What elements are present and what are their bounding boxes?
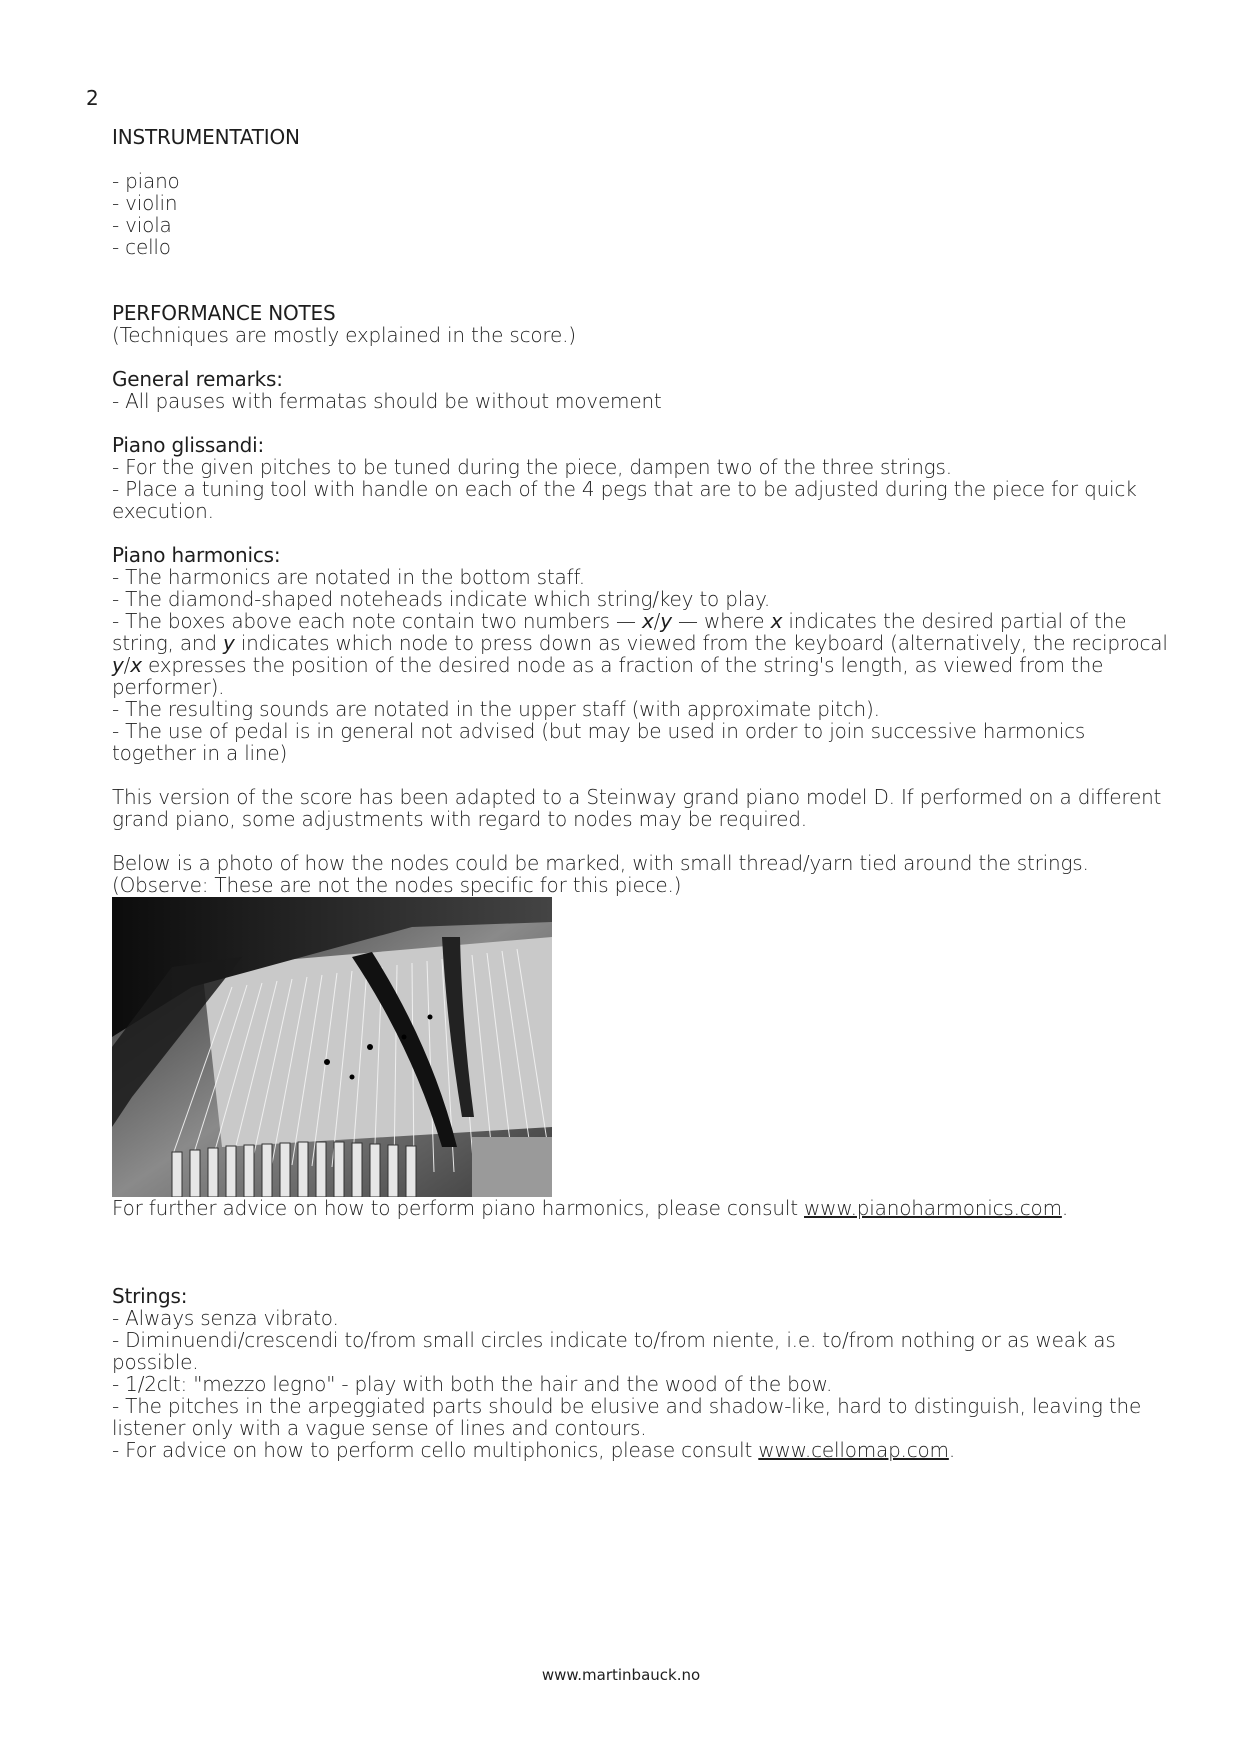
glissandi-item: - For the given pitches to be tuned during the piece, dampen two of the three strings. (112, 455, 952, 479)
instrumentation-heading: INSTRUMENTATION (112, 125, 300, 149)
harmonics-item: - The resulting sounds are notated in the upper staff (with approximate pitch). (112, 697, 880, 721)
general-remarks-item: - All pauses with fermatas should be without movement (112, 389, 662, 413)
cellomap-link[interactable]: www.cellomap.com (758, 1438, 949, 1462)
strings-heading: Strings: (112, 1284, 188, 1308)
harmonics-item: - The diamond-shaped noteheads indicate which string/key to play. (112, 587, 771, 611)
harmonics-item: - The use of pedal is in general not advised (but may be used in order to join successive harmonics together in a line) (112, 719, 1086, 765)
version-note: This version of the score has been adapted to a Steinway grand piano model D. If performed on a different grand piano, some adjustments with regard to nodes may be required. (112, 785, 1162, 831)
performance-notes-heading: PERFORMANCE NOTES (112, 301, 336, 325)
instrument-item: - cello (112, 235, 171, 259)
glissandi-item: - Place a tuning tool with handle on each of the 4 pegs that are to be adjusted during the piece for quick execution. (112, 477, 1137, 523)
performance-notes-subheading: (Techniques are mostly explained in the score.) (112, 323, 576, 347)
footer-website: www.martinbauck.no (541, 1666, 701, 1684)
instrumentation-list (112, 170, 1172, 258)
piano-glissandi-heading: Piano glissandi: (112, 433, 265, 457)
strings-item: - Always senza vibrato. (112, 1306, 339, 1330)
document-body (112, 126, 1172, 1461)
photo-intro: Below is a photo of how the nodes could be marked, with small thread/yarn tied around the strings. (112, 851, 1089, 875)
cello-advice: - For advice on how to perform cello multiphonics, please consult www.cellomap.com. (112, 1438, 956, 1462)
strings-item: - The pitches in the arpeggiated parts should be elusive and shadow-like, hard to distinguish, leaving the listener only with a vague sense of lines and contours. (112, 1394, 1142, 1440)
harmonics-item-fraction: - The boxes above each note contain two numbers — x/y — where x indicates the desired partial of the string, and y indicates which node to press down as viewed from the keyboard (alternatively, the reciprocal y/x expresses the position of the desired node as a fraction of the string's length, as viewed from the performer). (112, 609, 1168, 699)
general-remarks-heading: General remarks: (112, 367, 283, 391)
piano-strings-photo (112, 897, 552, 1197)
instrument-item: - violin (112, 191, 178, 215)
strings-item: - Diminuendi/crescendi to/from small circles indicate to/from niente, i.e. to/from nothing or as weak as possible. (112, 1328, 1116, 1374)
piano-harmonics-advice: For further advice on how to perform piano harmonics, please consult www.pianoharmonics.com. (112, 1196, 1069, 1220)
piano-harmonics-heading: Piano harmonics: (112, 543, 281, 567)
photo-observe-note: (Observe: These are not the nodes specific for this piece.) (112, 873, 682, 897)
instrument-item: - piano (112, 169, 180, 193)
harmonics-item: - The harmonics are notated in the bottom staff. (112, 565, 585, 589)
strings-item: - 1/2clt: "mezzo legno" - play with both the hair and the wood of the bow. (112, 1372, 833, 1396)
instrument-item: - viola (112, 213, 172, 237)
pianoharmonics-link[interactable]: www.pianoharmonics.com (804, 1196, 1062, 1220)
page-number: 2 (86, 86, 99, 110)
